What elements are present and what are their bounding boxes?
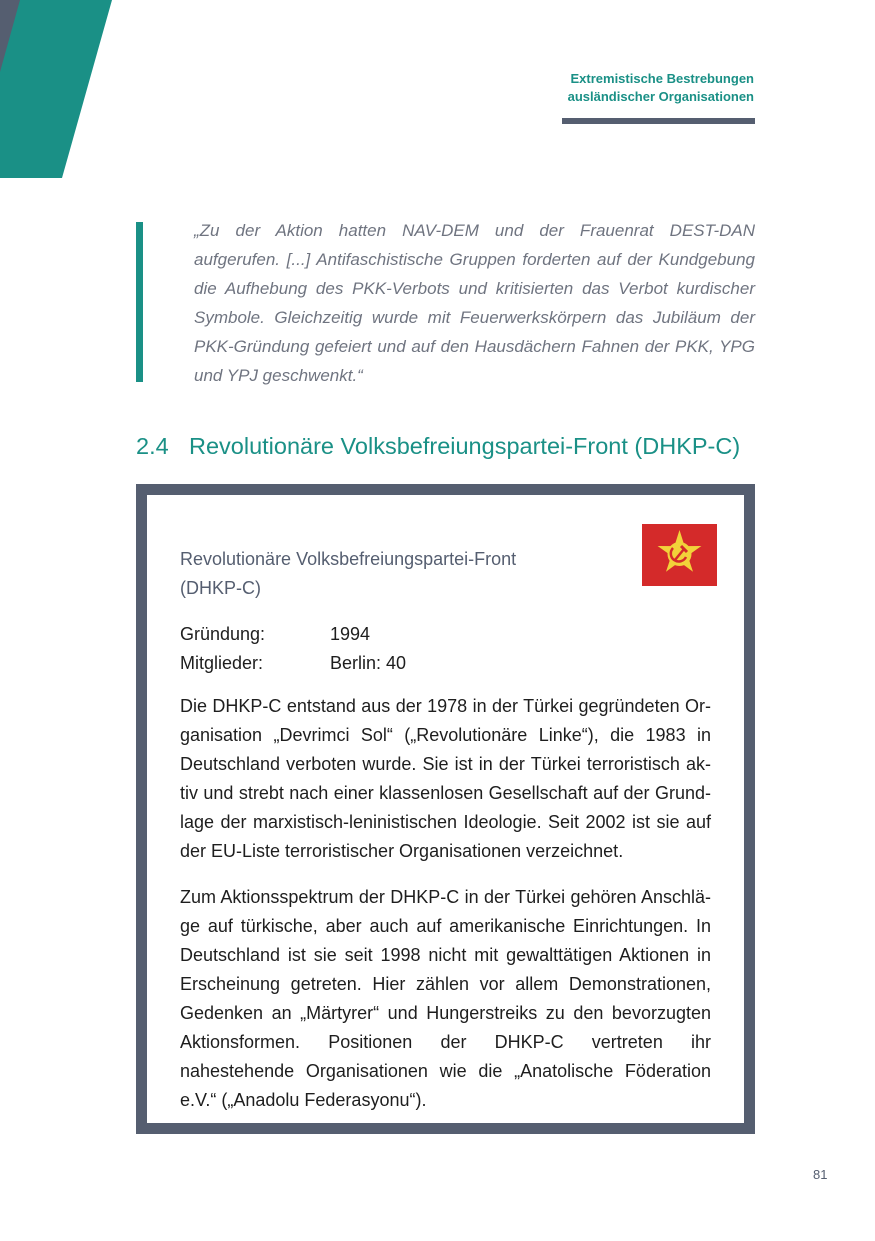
fact-row-members [180,649,406,678]
section-title: Revolutionäre Volksbefreiungspartei-Front (DHKP-C) [189,433,741,459]
corner-decoration [0,0,115,180]
dhkp-c-flag-icon [642,524,717,586]
fact-label: Gründung: [180,624,266,644]
info-paragraph-1: Die DHKP-C entstand aus der 1978 in der Türkei gegründeten Organisation „Devrimci Sol“ („Revolutionäre Linke“), die 1983 in Deutschland verboten wurde. Sie ist in der Türkei terroristisch aktiv und strebt nach einer klassenlosen Gesellschaft auf der Grundlage der marxistisch-leninistischen Ideologie. Seit 2002 ist sie auf der EU-Liste terroristischer Organisationen verzeichnet. [180,696,711,861]
page-number: 81 [813,1167,828,1182]
header-line-2: ausländischer Organisationen [567,89,754,104]
fact-value: Berlin: 40 [330,653,407,673]
fact-label: Mitglieder: [180,653,264,673]
fact-row-founded [180,620,406,649]
running-header [568,70,754,106]
blockquote: „Zu der Aktion hatten NAV-DEM und der Frauenrat DEST-DAN aufgerufen. [...] Antifaschistische Gruppen forderten auf der Kundgebung die Aufhebung des PKK-Verbots und kritisierten das Verbot kurdischer Symbole. Gleichzeitig wurde mit Feuerwerkskörpern das Jubiläum der PKK-Gründung gefeiert und auf den Hausdächern Fahnen der PKK, YPG und YPJ geschwenkt.“ [194,221,755,385]
header-rule [562,118,755,124]
section-heading [136,430,836,462]
fact-list [180,620,406,678]
quote-accent-bar [136,222,143,382]
info-paragraph-2: Zum Aktionsspektrum der DHKP-C in der Türkei gehören Anschläge auf türkische, aber auch auf amerikanische Einrichtungen. In Deutschland ist sie seit 1998 nicht mit gewalttätigen Aktionen in Erscheinung getreten. Hier zählen vor allem Demonstrationen, Gedenken an „Märtyrer“ und Hungerstreiks zu den bevorzugten Aktionsformen. Positionen der DHKP-C vertreten ihr nahestehende Organisationen wie die „Anatolische Föderation e.V.“ („Anadolu Federasyonu“). [180,887,711,1110]
info-box [136,484,755,1134]
fact-value: 1994 [330,624,371,644]
header-line-1: Extremistische Bestrebungen [570,71,754,86]
info-box-title-line-2: (DHKP-C) [180,578,261,598]
section-number: 2.4 [136,433,169,459]
info-box-title [180,545,580,603]
info-box-title-line-1: Revolutionäre Volksbefreiungspartei-Front [180,549,517,569]
